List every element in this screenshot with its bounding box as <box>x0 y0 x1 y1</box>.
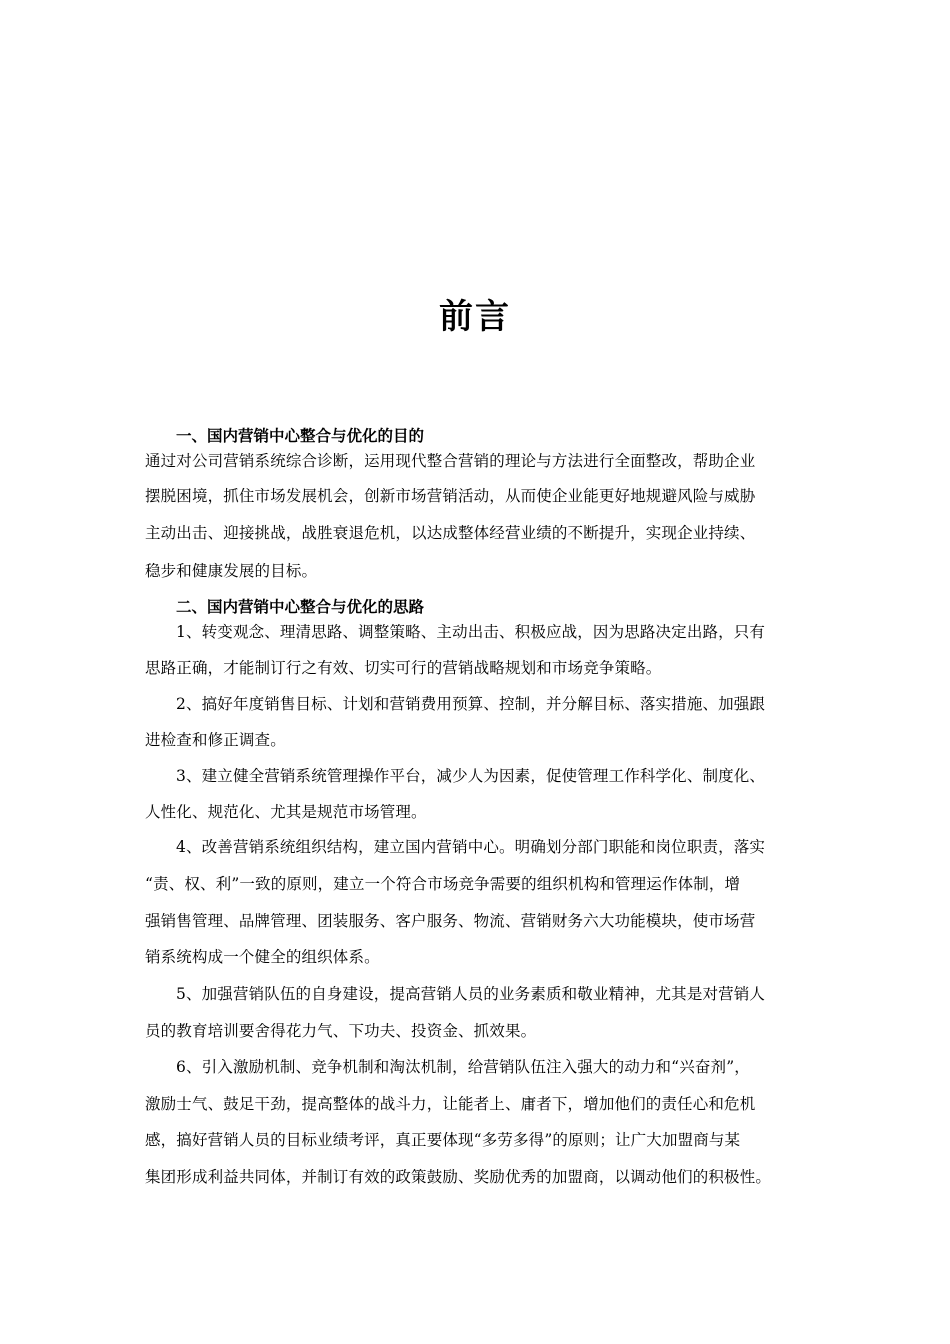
paragraph-line: 通过对公司营销系统综合诊断，运用现代整合营销的理论与方法进行全面整改，帮助企业 <box>145 452 756 470</box>
paragraph-line: 感，搞好营销人员的目标业绩考评，真正要体现“多劳多得”的原则；让广大加盟商与某 <box>145 1131 741 1149</box>
paragraph-line: “责、权、利”一致的原则，建立一个符合市场竞争需要的组织机构和管理运作体制，增 <box>145 875 741 893</box>
paragraph-line: 强销售管理、品牌管理、团装服务、客户服务、物流、营销财务六大功能模块，使市场营 <box>145 912 756 930</box>
paragraph-line: 员的教育培训要舍得花力气、下功夫、投资金、抓效果。 <box>145 1022 537 1040</box>
paragraph-line: 6、引入激励机制、竞争机制和淘汰机制，给营销队伍注入强大的动力和“兴奋剂”， <box>176 1058 750 1076</box>
paragraph-line: 2、搞好年度销售目标、计划和营销费用预算、控制，并分解目标、落实措施、加强跟 <box>176 695 766 713</box>
paragraph-line: 主动出击、迎接挑战，战胜衰退危机，以达成整体经营业绩的不断提升，实现企业持续、 <box>145 524 756 542</box>
paragraph-line: 集团形成利益共同体，并制订有效的政策鼓励、奖励优秀的加盟商，以调动他们的积极性。 <box>145 1168 772 1186</box>
paragraph-line: 5、加强营销队伍的自身建设，提高营销人员的业务素质和敬业精神，尤其是对营销人 <box>176 985 766 1003</box>
section-2-heading: 二、国内营销中心整合与优化的思路 <box>176 598 425 616</box>
paragraph-line: 4、改善营销系统组织结构，建立国内营销中心。明确划分部门职能和岗位职责，落实 <box>176 838 766 856</box>
paragraph-line: 激励士气、鼓足干劲，提高整体的战斗力，让能者上、庸者下，增加他们的责任心和危机 <box>145 1095 756 1113</box>
paragraph-line: 摆脱困境，抓住市场发展机会，创新市场营销活动，从而使企业能更好地规避风险与威胁 <box>145 487 756 505</box>
section-1-heading: 一、国内营销中心整合与优化的目的 <box>176 427 425 445</box>
paragraph-line: 3、建立健全营销系统管理操作平台，减少人为因素，促使管理工作科学化、制度化、 <box>176 767 766 785</box>
paragraph-line: 进检查和修正调查。 <box>145 731 286 749</box>
paragraph-line: 思路正确，才能制订行之有效、切实可行的营销战略规划和市场竞争策略。 <box>145 659 662 677</box>
paragraph-line: 1、转变观念、理清思路、调整策略、主动出击、积极应战，因为思路决定出路，只有 <box>176 623 766 641</box>
paragraph-line: 人性化、规范化、尤其是规范市场管理。 <box>145 803 427 821</box>
paragraph-line: 稳步和健康发展的目标。 <box>145 562 318 580</box>
page-title: 前言 <box>439 297 511 337</box>
paragraph-line: 销系统构成一个健全的组织体系。 <box>145 948 380 966</box>
